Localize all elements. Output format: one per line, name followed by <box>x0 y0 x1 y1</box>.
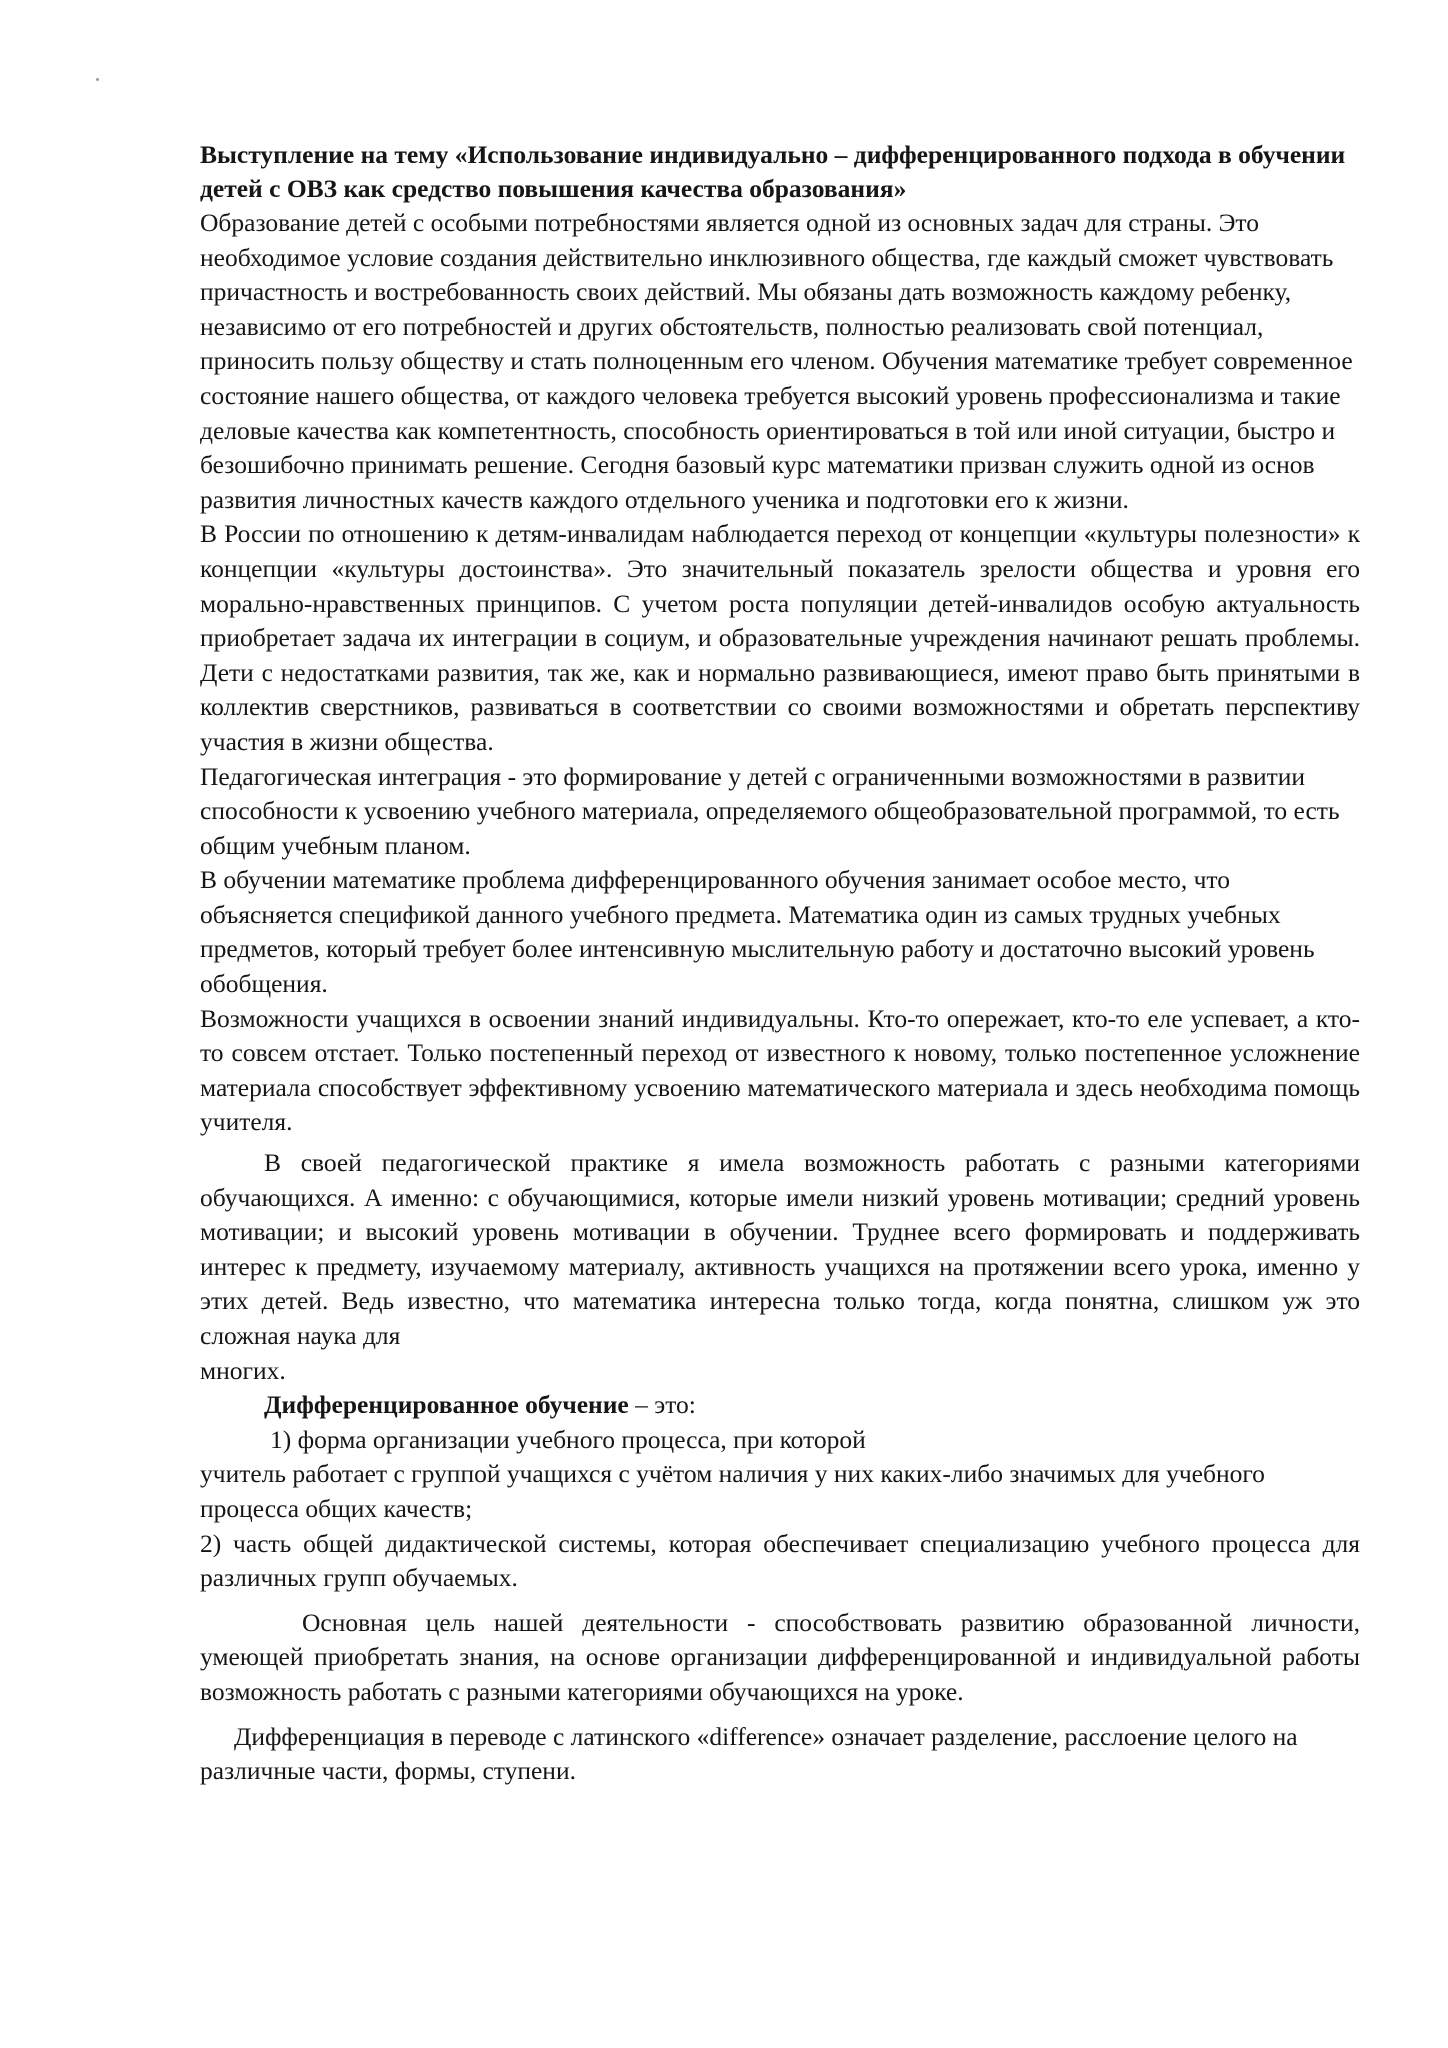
definition-item-2: 2) часть общей дидактической системы, которая обеспечивает специализацию учебного процесса для различных групп обучаемых. <box>200 1528 1360 1593</box>
paragraph-intro: Образование детей с особыми потребностями является одной из основных задач для страны. Это необходимое условие создания действительно инклюзивного общества, где каждый сможет чувствовать причастность и востребованность своих действий. Мы обязаны дать возможность каждому ребенку, независимо от его потребностей и других обстоятельств, полностью реализовать свой потенциал, приносить пользу обществу и стать полноценным его членом. Обучения математике требует современное состояние нашего общества, от каждого человека требуется высокий уровень профессионализма и такие деловые качества как компетентность, способность ориентироваться в той или иной ситуации, быстро и безошибочно принимать решение. Сегодня базовый курс математики призван служить одной из основ развития личностных качеств каждого отдельного ученика и подготовки его к жизни. <box>200 208 1353 514</box>
document-page <box>200 138 1360 1789</box>
scan-speck <box>96 78 99 81</box>
paragraph-goal: Основная цель нашей деятельности - способствовать развитию образованной личности, умеющей приобретать знания, на основе организации дифференцированной и индивидуальной работы возможность работать с разными категориями обучающихся на уроке. <box>200 1607 1360 1706</box>
paragraph-practice-end: многих. <box>200 1355 286 1385</box>
paragraph-integration: Педагогическая интеграция - это формирование у детей с ограниченными возможностями в развитии способности к усвоению учебного материала, определяемого общеобразовательной программой, то есть общим учебным планом. <box>200 761 1340 860</box>
paragraph-abilities: Возможности учащихся в освоении знаний индивидуальны. Кто-то опережает, кто-то еле успевает, а кто-то совсем отстает. Только постепенный переход от известного к новому, только постепенное усложнение материала способствует эффективному усвоению математического материала и здесь необходима помощь учителя. <box>200 1003 1360 1137</box>
definition-item-1-rest: учитель работает с группой учащихся с учётом наличия у них каких-либо значимых для учебного процесса общих качеств; <box>200 1459 1265 1523</box>
paragraph-math-teaching: В обучении математике проблема дифференцированного обучения занимает особое место, что объясняется спецификой данного учебного предмета. Математика один из самых трудных учебных предметов, который требует более интенсивную мыслительную работу и достаточно высокий уровень обобщения. <box>200 865 1315 999</box>
definition-heading <box>200 1388 1360 1423</box>
definition-item-1-first-line: 1) форма организации учебного процесса, при которой <box>270 1424 866 1454</box>
definition-suffix: – это: <box>628 1390 696 1420</box>
paragraph-differentiation: Дифференциация в переводе с латинского «difference» означает разделение, расслоение целого на различные части, формы, ступени. <box>200 1721 1298 1786</box>
definition-term: Дифференцированное обучение <box>264 1390 629 1420</box>
document-title: Выступление на тему «Использование индивидуально – дифференцированного подхода в обучении детей с ОВЗ как средство повышения качества образования» <box>200 140 1346 203</box>
paragraph-russia: В России по отношению к детям-инвалидам наблюдается переход от концепции «культуры полезности» к концепции «культуры достоинства». Это значительный показатель зрелости общества и уровня его морально-нравственных принципов. С учетом роста популяции детей-инвалидов особую актуальность приобретает задача их интеграции в социум, и образовательные учреждения начинают решать проблемы. Дети с недостатками развития, так же, как и нормально развивающиеся, имеют право быть принятыми в коллектив сверстников, развиваться в соответствии со своими возможностями и обретать перспективу участия в жизни общества. <box>200 519 1360 756</box>
paragraph-practice: В своей педагогической практике я имела возможность работать с разными категориями обучающихся. А именно: с обучающимися, которые имели низкий уровень мотивации; средний уровень мотивации; и высокий уровень мотивации в обучении. Труднее всего формировать и поддерживать интерес к предмету, изучаемому материалу, активность учащихся на протяжении всего урока, именно у этих детей. Ведь известно, что математика интересна только тогда, когда понятна, слишком уж это сложная наука для <box>200 1148 1360 1350</box>
